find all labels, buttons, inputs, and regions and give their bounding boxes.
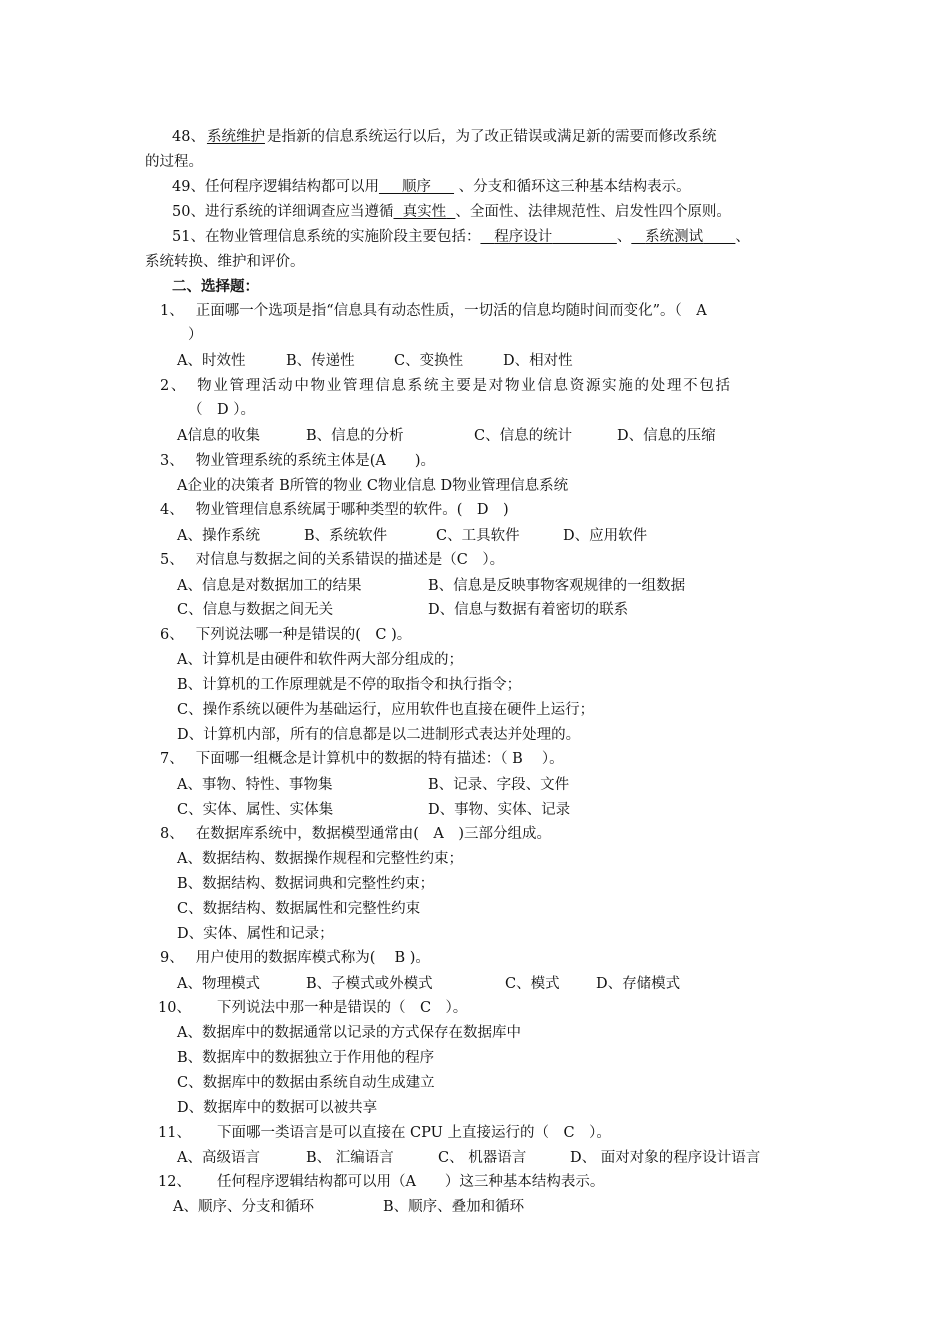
option-6d: D、计算机内部，所有的信息都是以二进制形式表达并处理的。	[177, 727, 581, 743]
question-4: 4、 物业管理信息系统属于哪种类型的软件。( D )	[160, 502, 509, 518]
option-2c: C、信息的统计	[474, 428, 573, 444]
answer-blank: 系统测试	[645, 229, 704, 245]
option-8b: B、数据结构、数据词典和完整性约束；	[177, 876, 435, 892]
question-6: 6、 下列说法哪一种是错误的( C )。	[160, 627, 412, 643]
question-7: 7、 下面哪一组概念是计算机中的数据的特有描述：（ B ）。	[160, 751, 564, 767]
option-1d: D、相对性	[503, 353, 573, 369]
option-8a: A、数据结构、数据操作规程和完整性约束；	[177, 851, 463, 867]
option-9a: A、物理模式	[177, 976, 260, 992]
answer-blank: 真实性	[402, 204, 447, 220]
option-10d: D、数据库中的数据可以被共享	[177, 1100, 378, 1116]
option-5a: A、信息是对数据加工的结果	[177, 578, 362, 594]
option-3-all: A企业的决策者 B所管的物业 C物业信息 D物业管理信息系统	[177, 478, 569, 494]
fill-question-51: 51、在物业管理信息系统的实施阶段主要包括： 程序设计 、 系统测试 、	[172, 229, 750, 245]
option-5c: C、信息与数据之间无关	[177, 602, 334, 618]
option-4b: B、系统软件	[304, 528, 388, 544]
question-12: 12、 任何程序逻辑结构都可以用（A ）这三种基本结构表示。	[158, 1174, 605, 1190]
question-9: 9、 用户使用的数据库模式称为( B )。	[160, 950, 430, 966]
option-4a: A、操作系统	[177, 528, 260, 544]
fill-question-50: 50、进行系统的详细调查应当遵循 真实性 、全面性、法律规范性、启发性四个原则。	[172, 204, 731, 220]
option-2b: B、信息的分析	[306, 428, 404, 444]
option-5b: B、信息是反映事物客观规律的一组数据	[428, 578, 686, 594]
option-10c: C、数据库中的数据由系统自动生成建立	[177, 1075, 435, 1091]
option-12b: B、顺序、叠加和循环	[383, 1199, 525, 1215]
option-1c: C、变换性	[394, 353, 464, 369]
option-6b: B、计算机的工作原理就是不停的取指令和执行指令；	[177, 677, 522, 693]
question-8: 8、 在数据库系统中，数据模型通常由( A )三部分组成。	[160, 826, 552, 842]
option-2d: D、信息的压缩	[617, 428, 716, 444]
option-4d: D、应用软件	[563, 528, 648, 544]
answer-blank: 顺序	[402, 179, 431, 195]
option-7b: B、记录、字段、文件	[428, 777, 570, 793]
option-2a: A信息的收集	[177, 428, 260, 444]
option-9c: C、模式	[505, 976, 560, 992]
option-11d: D、 面对对象的程序设计语言	[570, 1150, 761, 1166]
fill-question-49: 49、任何程序逻辑结构都可以用 顺序 、分支和循环这三种基本结构表示。	[172, 179, 691, 195]
option-7d: D、事物、实体、记录	[428, 802, 571, 818]
option-4c: C、工具软件	[436, 528, 520, 544]
option-8c: C、数据结构、数据属性和完整性约束	[177, 901, 421, 917]
option-6c: C、操作系统以硬件为基础运行，应用软件也直接在硬件上运行；	[177, 702, 595, 718]
option-7a: A、事物、特性、事物集	[177, 777, 333, 793]
option-6a: A、计算机是由硬件和软件两大部分组成的；	[177, 652, 463, 668]
option-9b: B、子模式或外模式	[306, 976, 433, 992]
fill-question-48-cont: 的过程。	[145, 154, 203, 170]
question-3: 3、 物业管理系统的系统主体是(A )。	[160, 453, 436, 469]
option-10a: A、数据库中的数据通常以记录的方式保存在数据库中	[177, 1025, 521, 1041]
option-10b: B、数据库中的数据独立于作用他的程序	[177, 1050, 435, 1066]
answer-blank: 系统维护	[206, 129, 265, 145]
fill-question-48: 48、 系统维护 是指新的信息系统运行以后，为了改正错误或满足新的需要而修改系统	[172, 129, 717, 145]
option-11a: A、高级语言	[177, 1150, 260, 1166]
section-title: 二、选择题：	[172, 278, 259, 295]
question-1: 1、 正面哪一个选项是指“信息具有动态性质，一切活的信息均随时间而变化”。（ A	[160, 303, 707, 319]
option-9d: D、存储模式	[596, 976, 681, 992]
option-5d: D、信息与数据有着密切的联系	[428, 602, 629, 618]
question-10: 10、 下列说法中那一种是错误的（ C ）。	[158, 1000, 468, 1016]
answer-blank: 程序设计	[494, 229, 553, 245]
fill-question-51-cont: 系统转换、维护和评价。	[145, 254, 305, 270]
question-1-cont: ）	[188, 327, 203, 343]
option-8d: D、实体、属性和记录；	[177, 926, 334, 942]
option-1a: A、时效性	[177, 353, 246, 369]
option-7c: C、实体、属性、实体集	[177, 802, 334, 818]
option-11c: C、 机器语言	[438, 1150, 527, 1166]
question-11: 11、 下面哪一类语言是可以直接在 CPU 上直接运行的（ C ）。	[158, 1125, 611, 1141]
question-2-cont: （ D ）。	[188, 402, 255, 418]
question-5: 5、 对信息与数据之间的关系错误的描述是（C ）。	[160, 552, 505, 568]
option-11b: B、 汇编语言	[306, 1150, 394, 1166]
option-1b: B、传递性	[286, 353, 355, 369]
question-2: 2、 物业管理活动中物业管理信息系统主要是对物业信息资源实施的处理不包括	[160, 378, 732, 394]
option-12a: A、顺序、分支和循环	[173, 1199, 314, 1215]
